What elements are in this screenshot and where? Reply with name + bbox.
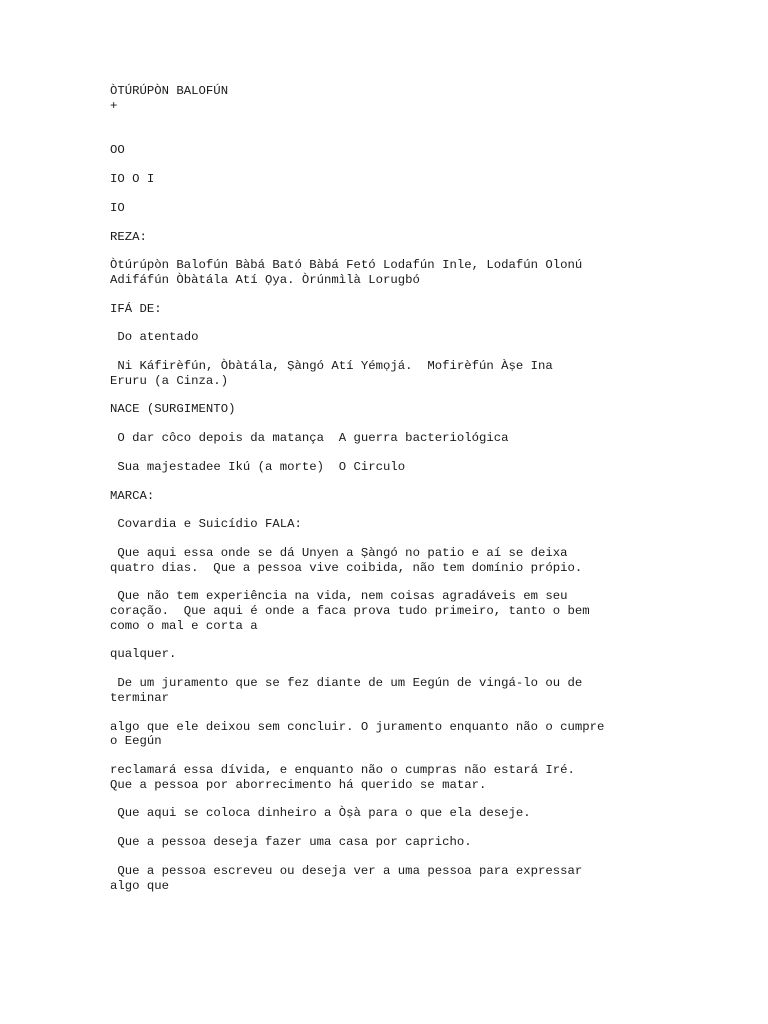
plus-mark: + [110, 98, 118, 113]
sign-line-3: IO [110, 200, 125, 215]
marca-item-1: Covardia e Suicídio FALA: [110, 517, 302, 532]
reza-text: Òtúrúpòn Balofún Bàbá Bató Bàbá Fetó Lodafún Inle, Lodafún Olonú Adifáfún Òbàtála Atí Ọya. Òrúnmìlà Lorugbó [110, 258, 583, 287]
nace-item-1: O dar côco depois da matança A guerra bacteriológica [110, 431, 509, 446]
ifa-heading: IFÁ DE: [110, 301, 162, 316]
sign-line-1: OO [110, 143, 125, 158]
fala-item-2-cont: qualquer. [110, 647, 177, 662]
marca-heading: MARCA: [110, 488, 155, 503]
fala-item-4: Que aqui se coloca dinheiro a Òṣà para o que ela deseje. [110, 806, 531, 821]
fala-item-3-cont-2: reclamará essa dívida, e enquanto não o cumpras não estará Iré. Que a pessoa por aborrecimento há querido se matar. [110, 762, 575, 792]
fala-item-1: Que aqui essa onde se dá Unyen a Ṣàngó no patio e aí se deixa quatro dias. Que a pessoa vive coibida, não tem domínio própio. [110, 545, 583, 575]
fala-item-5: Que a pessoa deseja fazer uma casa por capricho. [110, 835, 472, 850]
reza-heading: REZA: [110, 229, 147, 244]
fala-item-2: Que não tem experiência na vida, nem coisas agradáveis em seu coração. Que aqui é onde a faca prova tudo primeiro, tanto o bem como o mal e corta a [110, 589, 590, 633]
document-title: ÒTÚRÚPÒN BALOFÚN [110, 84, 229, 98]
ifa-item-2: Ni Káfirèfún, Òbàtála, Ṣàngó Atí Yémọjá. Mofirèfún Àṣe Ina Eruru (a Cinza.) [110, 359, 553, 388]
sign-line-2: IO O I [110, 172, 155, 187]
fala-item-3-cont: algo que ele deixou sem concluir. O juramento enquanto não o cumpre o Eegún [110, 719, 605, 749]
ifa-item-1: Do atentado [110, 330, 199, 345]
fala-item-6: Que a pessoa escreveu ou deseja ver a uma pessoa para expressar algo que [110, 863, 583, 893]
fala-item-3: De um juramento que se fez diante de um Eegún de vingá-lo ou de terminar [110, 676, 583, 705]
document-page [110, 84, 656, 893]
nace-item-2: Sua majestadee Ikú (a morte) O Circulo [110, 459, 406, 474]
nace-heading: NACE (SURGIMENTO) [110, 402, 236, 417]
